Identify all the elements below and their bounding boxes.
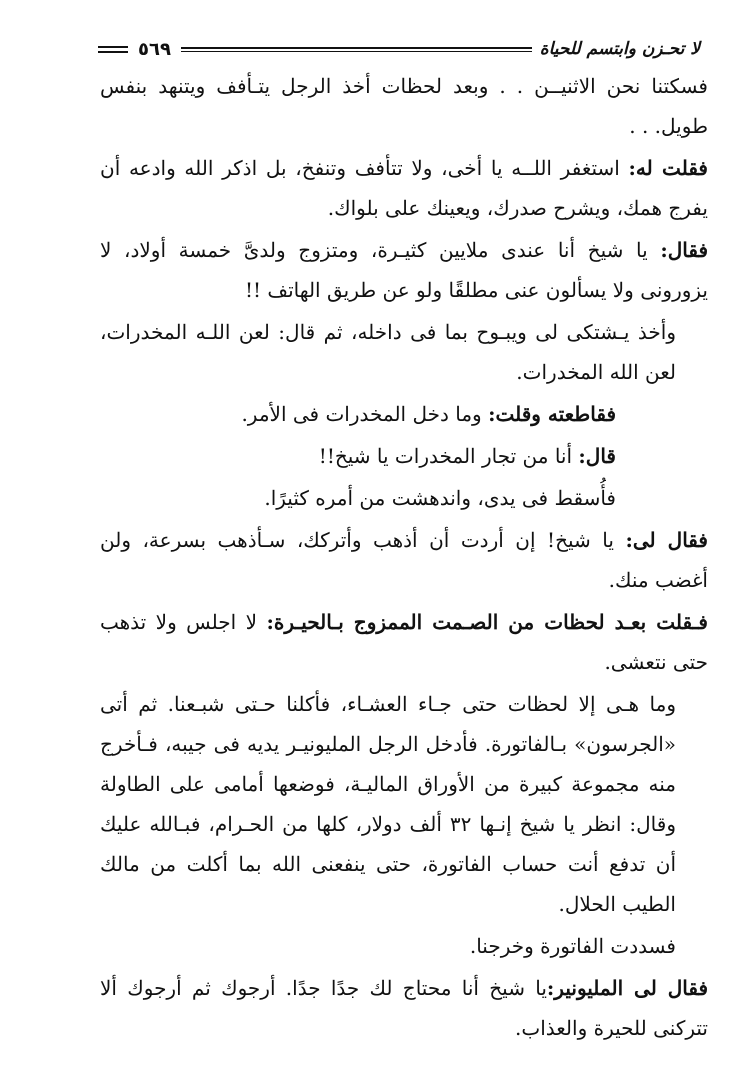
paragraph-text: فسكتنا نحن الاثنيــن . . وبعد لحظات أخذ الرجل يتـأفف ويتنهد بنفس طويل. . .: [100, 74, 708, 138]
speaker-lead: فقلت له:: [628, 156, 708, 180]
speaker-lead: فقال لى:: [625, 528, 708, 552]
paragraph-text: فأُسقط فى يدى، واندهشت من أمره كثيرًا.: [264, 486, 616, 510]
paragraph: [100, 520, 708, 600]
paragraph-text: أنا من تجار المخدرات يا شيخ!!: [318, 444, 579, 468]
paragraph-text: وما هـى إلا لحظات حتى جـاء العشـاء، فأكلنا حـتى شبـعنا. ثم أتى «الجرسون» بـالفاتورة. فأدخل الرجل المليونيـر يديه فى جيبه، فـأخرج منه مجموعة كبيرة من الأوراق الماليـة، فوضعها أمامى على الطاولة وقال: انظر يا شيخ إنـها ٣٢ ألف دولار، كلها من الحـرام، فبـالله عليك أن تدفع أنت حساب الفاتورة، حتى ينفعنى الله بما أكلت من مالك الطيب الحلال.: [100, 692, 676, 916]
paragraph-text: استغفر اللــه يا أخى، ولا تتأفف وتنفخ، بل اذكر الله وادعه أن يفرج همك، ويشرح صدرك، ويعينك على بلواك.: [100, 156, 708, 220]
paragraph: [100, 66, 708, 146]
paragraph-text: يا شيخ أنا عندى ملايين كثيـرة، ومتزوج ولدىَّ خمسة أولاد، لا يزورونى ولا يسألون عنى مطلقًا ولو عن طريق الهاتف !!: [100, 238, 708, 302]
header-rule-short: [98, 46, 128, 53]
paragraph: [100, 394, 708, 434]
paragraph-text: فسددت الفاتورة وخرجنا.: [469, 934, 676, 958]
paragraph-text: وأخذ يـشتكى لى ويبـوح بما فى داخله، ثم قال: لعن اللـه المخدرات، لعن الله المخدرات.: [100, 320, 676, 384]
paragraph: [100, 148, 708, 228]
paragraph: [100, 230, 708, 310]
running-title: لا تحـزن وابتسم للحياة: [539, 39, 700, 59]
speaker-lead: قال:: [578, 444, 616, 468]
paragraph-text: يا شيخ! إن أردت أن أذهب وأتركك، سـأذهب بسرعة، ولن أغضب منك.: [100, 528, 708, 592]
paragraph: [100, 968, 708, 1048]
paragraph-text: لا اجلس ولا تذهب حتى نتعشى.: [100, 610, 708, 674]
page-body: [100, 66, 708, 1048]
paragraph-text: وما دخل المخدرات فى الأمر.: [241, 402, 489, 426]
speaker-lead: فقال لى المليونير:: [546, 976, 708, 1000]
speaker-lead: فـقلت بعـد لحظات من الصـمت الممزوج بـالحيـرة:: [266, 610, 708, 634]
paragraph: [100, 926, 708, 966]
paragraph: [100, 478, 708, 518]
paragraph-text: يا شيخ أنا محتاج لك جدًا جدًا. أرجوك ثم أرجوك ألا تتركنى للحيرة والعذاب.: [100, 976, 708, 1040]
page-number: ٥٦٩: [138, 38, 171, 60]
running-header: [98, 32, 708, 66]
paragraph: [100, 312, 708, 392]
paragraph: [100, 684, 708, 924]
speaker-lead: فقال:: [660, 238, 708, 262]
paragraph: [100, 436, 708, 476]
speaker-lead: فقاطعته وقلت:: [488, 402, 616, 426]
paragraph: [100, 602, 708, 682]
header-rule: [181, 47, 532, 52]
